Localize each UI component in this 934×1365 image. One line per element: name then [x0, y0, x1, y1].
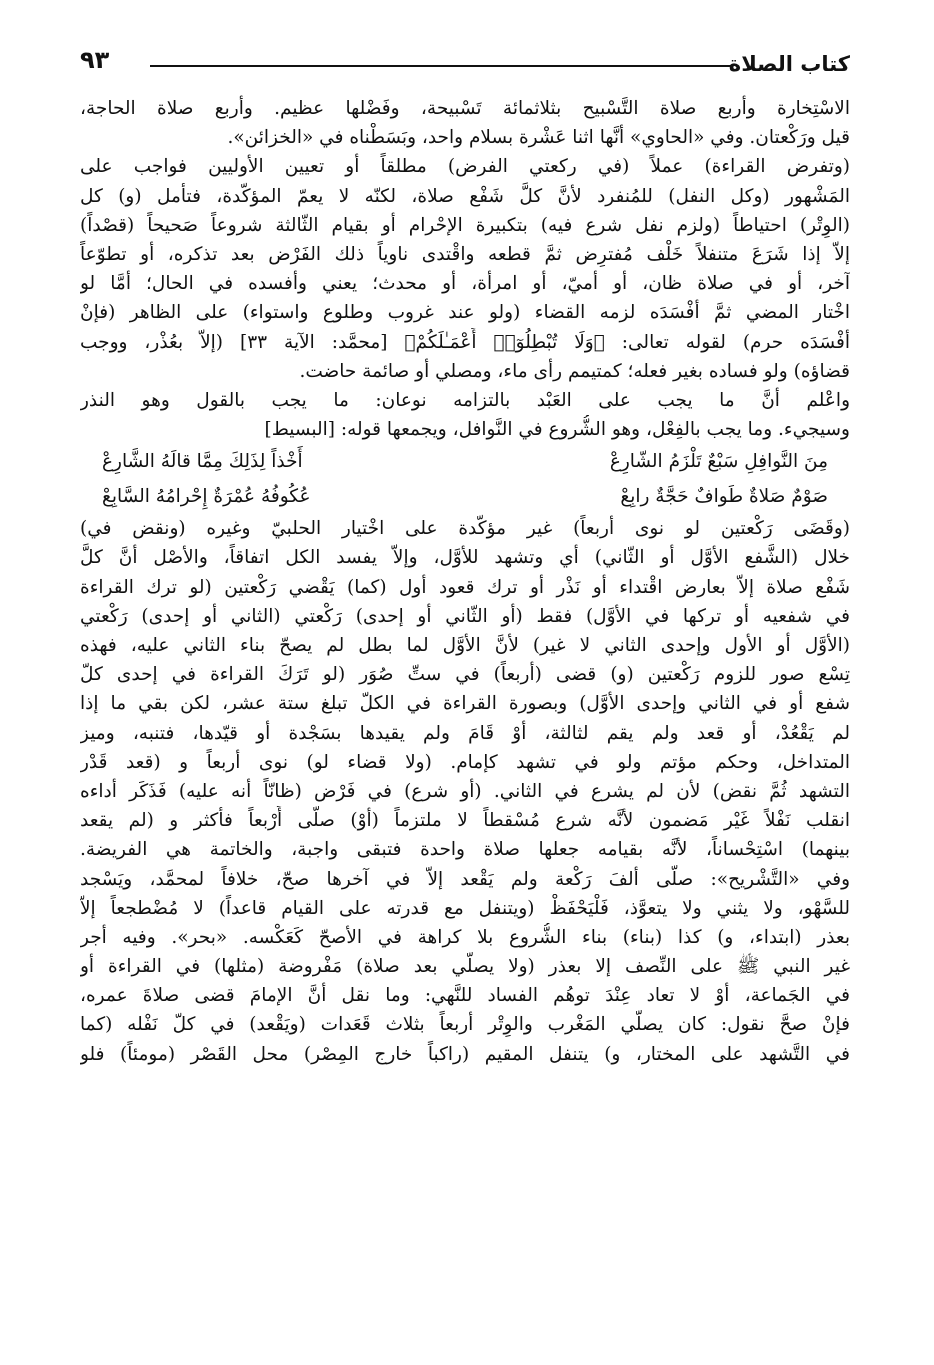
text-line: (الوِتْر) احتياطاً (ولزم نفل شرع فيه) بتكبيرة الإحْرام أو بقيام الثّالثة شروعاً صَحيحاً (قصْداً) [80, 214, 850, 236]
text-line: في الجَماعة، أوْ لا تعاد عِنْدَ توهُم الفساد للنَّهي: وما نقل أنَّ الإمامَ قضى صلاةَ عمره، [80, 985, 850, 1007]
verse-first-hemistich: صَوْمٌ صَلاةٌ طَوافٌ حَجَّةٌ رابِعْ [620, 486, 828, 508]
text-line: المتداخل، وحكم مؤتم ولو في تشهد كإمام. (ولا قضاء لو) نوى أربعاً و (قعد قَدْر [80, 751, 850, 773]
text-line: واعْلم أنَّ ما يجب على العَبْد بالتزامه نوعان: ما يجب بالقول وهو النذر [80, 389, 850, 411]
text-line: إلاّ إذا شَرَعَ متنفلاً خَلْف مُفترِض ثمَّ قطعه واقْتدى ناوياً ذلك الفَرْض بعد تذكره، أو تطوّعاً [80, 243, 850, 265]
text-line: قيل ورَكْعتان. وفي «الحاوي» أنَّها اثنا عَشْرة بسلام واحد، وبَسَطْناه في «الخزائن». [227, 127, 850, 149]
text-line: تِسْع صور للزوم رَكْعتين (و) قضى (أربعاً) في ستِّ صُوَر (لو تَرَكَ القراءة في إحدى كلّ [80, 664, 850, 686]
verse-line [80, 444, 850, 479]
text-line: لم يَقْعُدْ، أو قعد ولم يقم لثالثة، أوْ قَامَ ولم يقيدها بسَجْدة أو قيّدها، فتنبه، وميز [80, 722, 850, 744]
text-line: قضاؤه) ولو فساده بغير فعله؛ كمتيمم رأى ماء، ومصلي أو صائمة حاضت. [299, 360, 850, 382]
text-line: (وقَضَى رَكْعتين لو نوى أربعاً) غير مؤكّدة على اخْتيار الحلبيّ وغيره (ونقض في) [80, 518, 850, 540]
text-line: فإنْ صحَّ نقول: كان يصلّي المَغْرب والوِتْر أربعاً بثلاث قَعَدات (ويَقْعد) في كلّ نَفْله (كما [80, 1014, 850, 1036]
text-line: الاسْتِخارة وأربع صلاة التَّسْبيح بثلاثمائة تَسْبيحة، وفَضْلها عظيم. وأربع صلاة الحاجة، [80, 98, 850, 119]
text-line: انقلب نَفْلاً غَيْر مَضمون لأنَّه شرع مُسْقطاً لا ملتزماً (أوْ) صلَّى أَرْبعاً فأكثر و (لم يقعد [80, 810, 850, 832]
text-line: أفْسَدَه حرم) لقوله تعالى: ﴿وَلَا تُبْطِلُوٓا۟ أَعْمَـٰلَكُمْ﴾ [محمَّد: الآية ٣٣] (إلاّ بعُذْر، ووجب [80, 331, 850, 353]
text-line: للسَّهْو، ولا يثني ولا يتعوَّذ، فَلْيَحْفَظْ (ويتنفل مع قدرته على القيام قاعداً) لا مُضْطجعاً إلاّ [80, 897, 850, 919]
verse-second-hemistich: أَخْذاً لِذَلِكَ مِمَّا قالَهُ الشَّارِعْ [102, 451, 303, 473]
running-title: كتاب الصلاة [728, 52, 850, 76]
text-line: بينهما) اسْتِحْساناً، لأنَّه بقيامه جعلها صلاة واحدة فتبقى واجبة، والخاتمة هي الفريضة. [80, 839, 850, 861]
text-line: المَشْهور (وكل النفل) للمُنفرد لأنَّ كلَّ شَفْع صلاة، لكنّه لا يعمّ المؤكّدة، فتأمل (و) كل [80, 185, 850, 207]
text-line: شَفْع صلاة إلاّ بعارض اقْتداء أو نَذْر أو ترك قعود أول (كما) يَقْضي رَكْعتين (لو ترك القراءة [80, 576, 850, 598]
text-line: وفي «التَّشْريح»: صلَّى ألفَ رَكْعة ولم يَقْعد إلاّ في آخرها صحّ، خلافاً لمحمَّد، ويَسْجد [80, 868, 850, 890]
text-line: خلال (الشَّفع الأوَّل أو الثّاني) أي وتشهد للأوَّل، وإلاّ يفسد الكل اتفاقاً، والأصْل أنَّ كلَّ [80, 547, 850, 569]
text-line: آخر، أو في صلاة ظان، أو أميّ، أو امرأة، أو محدث؛ يعني وأفسده في الحال؛ أمَّا لو [80, 273, 850, 295]
verse-first-hemistich: مِنَ النَّوافِلِ سَبْعٌ تَلْزَمُ الشّارِعْ [609, 451, 828, 473]
text-line: (وتفرض القراءة) عملاً (في ركعتي الفرض) مطلقاً أو تعيين الأوليين فواجب على [80, 156, 850, 178]
verse-second-hemistich: عُكُوفُهُ عُمْرَةٌ إِحْرامُهُ السَّابِعْ [102, 486, 311, 508]
text-line: (الأوَّل أو الأول وإحدى الثاني لا غير) لأنَّ الأوَّل لما بطل لم يصحّ بناء الثاني عليه، فهذه [80, 635, 850, 656]
text-line: في شفعيه أو تركها في الأوَّل) فقط (أو الثّاني أو إحدى) رَكْعتي (الثاني أو إحدى) رَكْعتي [80, 605, 850, 627]
text-line: اخْتار المضي ثمَّ أفْسَدَه لزمه القضاء (ولو عند غروب وطلوع واستواء) على الظاهر (فإنْ [80, 302, 850, 324]
verse-line [80, 479, 850, 514]
body-text [80, 94, 850, 1069]
text-line: بعذر (ابتداء، و) كذا (بناء) بناء الشُّروع بلا كراهة في الأصحّ كَعَكْسه. «بحر». وفيه أجر [80, 926, 850, 948]
text-line: وسيجيء. وما يجب بالفِعْل، وهو الشُّروع في النَّوافل، ويجمعها قوله: [البسيط] [264, 419, 850, 441]
header-rule [150, 65, 732, 67]
text-line: التشهد ثُمَّ نقض) لأن لم يشرع في الثاني. (أو شرع) في فَرْض (ظانّاً أنه عليه) فَذَكَر أداءه [80, 780, 850, 802]
text-line: شفع أو في الثاني وإحدى الأوَّل) وبصورة القراءة في الكلّ تبلغ ستة عشر، لكن بقي ما إذا [80, 693, 850, 715]
page-number: ٩٣ [80, 46, 110, 74]
page-header [80, 38, 850, 80]
text-line: في التَّشهد على المختار، و) يتنفل المقيم (راكباً خارج المِصْر) محل القَصْر (مومئاً) فلو [80, 1043, 850, 1065]
text-line: غير النبي ﷺ على النِّصف إلا بعذر (ولا يصلّي بعد صلاة) مَفْروضة (مثلها) في القراءة أو [80, 956, 850, 978]
